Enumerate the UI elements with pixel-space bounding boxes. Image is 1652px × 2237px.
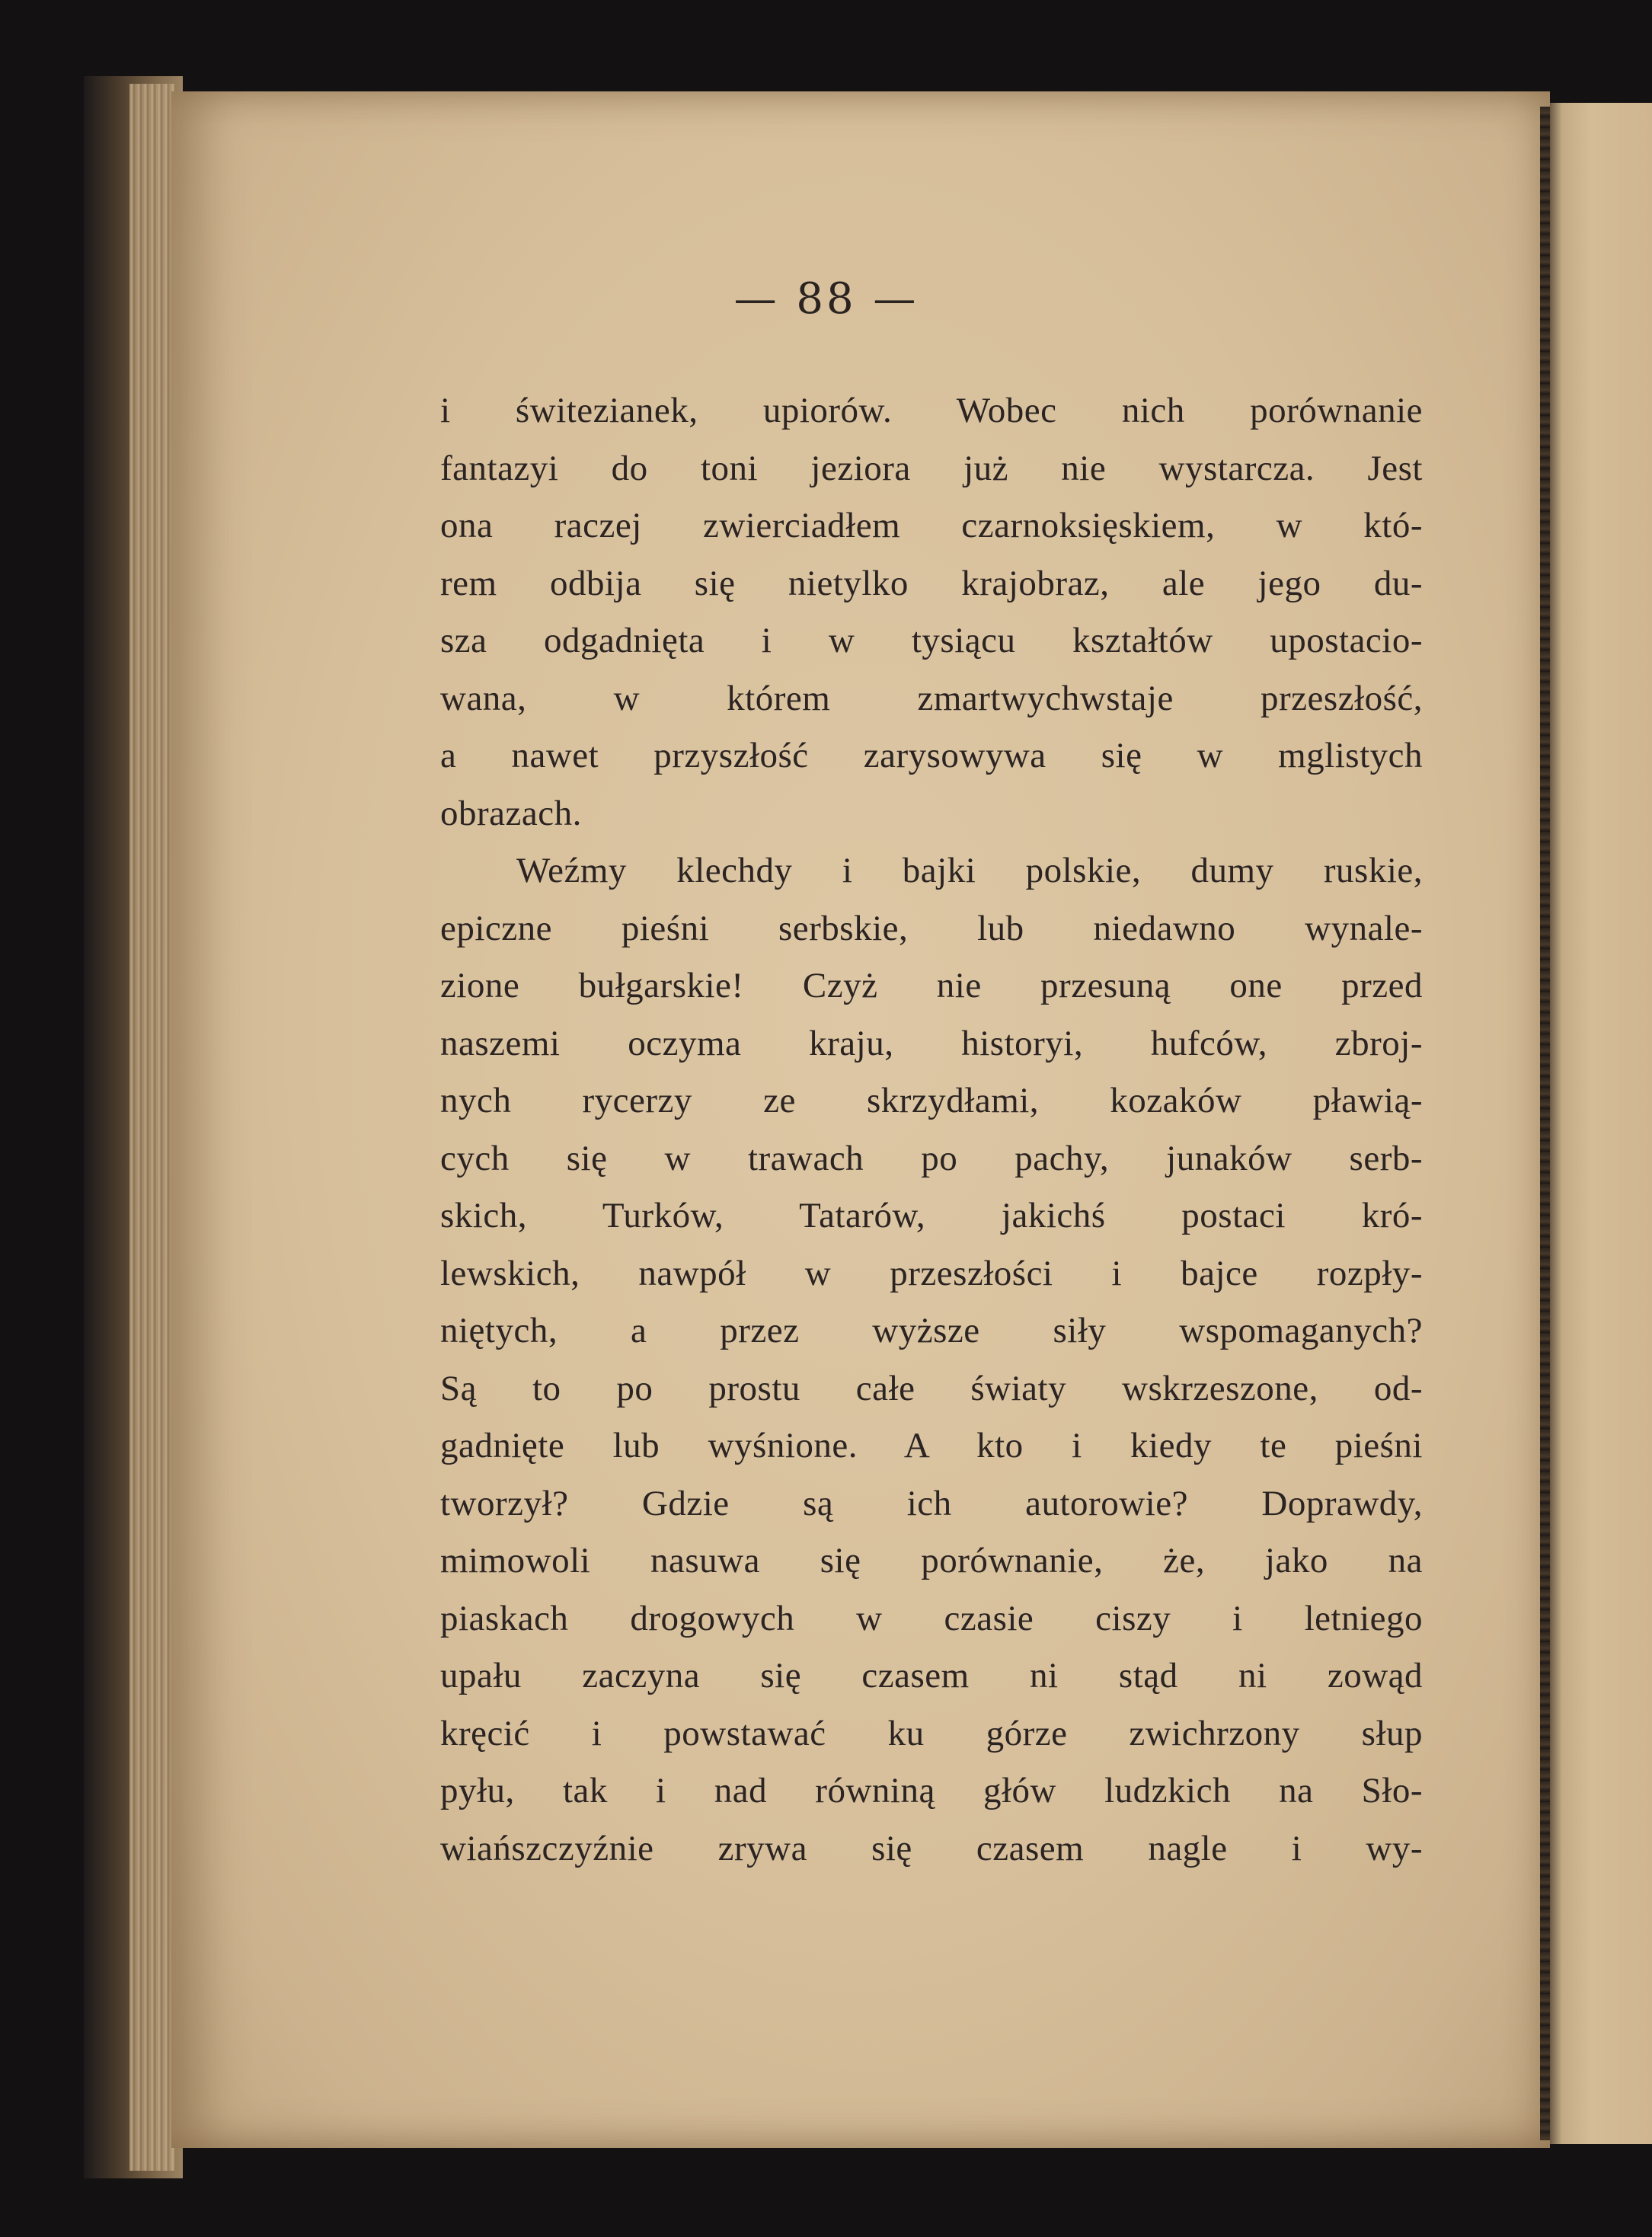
text-line: skich, Turków, Tatarów, jakichś postaci kró- [440, 1196, 1423, 1235]
next-page [1550, 103, 1652, 2144]
text-line: pyłu, tak i nad równiną głów ludzkich na Sło- [440, 1771, 1423, 1810]
text-line: obrazach. [440, 793, 582, 833]
text-line: a nawet przyszłość zarysowywa się w mglistych [440, 736, 1423, 775]
page-edges [129, 84, 175, 2171]
text-line: kręcić i powstawać ku górze zwichrzony słup [440, 1713, 1423, 1753]
text-line: nych rycerzy ze skrzydłami, kozaków pławią- [440, 1081, 1423, 1120]
text-line: naszemi oczyma kraju, historyi, hufców, zbroj- [440, 1023, 1423, 1063]
page-number: — 88 — [733, 274, 919, 324]
text-line: zione bułgarskie! Czyż nie przesuną one przed [440, 966, 1423, 1005]
text-line: rem odbija się nietylko krajobraz, ale jego du- [440, 563, 1423, 603]
text-line: sza odgadnięta i w tysiącu kształtów upostacio- [440, 621, 1423, 660]
text-line: wana, w którem zmartwychwstaje przeszłość, [440, 678, 1423, 718]
text-line: Weźmy klechdy i bajki polskie, dumy ruskie, [516, 851, 1423, 890]
text-line: niętych, a przez wyższe siły wspomaganych? [440, 1311, 1423, 1350]
body-text [440, 382, 1423, 1877]
text-line: wiańszczyźnie zrywa się czasem nagle i wy- [440, 1828, 1423, 1868]
text-line: ona raczej zwierciadłem czarnoksięskiem, w któ- [440, 506, 1423, 545]
text-line: epiczne pieśni serbskie, lub niedawno wynale- [440, 908, 1423, 948]
text-line: tworzył? Gdzie są ich autorowie? Doprawdy, [440, 1483, 1423, 1523]
text-line: gadnięte lub wyśnione. A kto i kiedy te pieśni [440, 1426, 1423, 1465]
text-line: Są to po prostu całe światy wskrzeszone, od- [440, 1368, 1423, 1408]
text-line: fantazyi do toni jeziora już nie wystarcza. Jest [440, 448, 1423, 488]
text-line: i świtezianek, upiorów. Wobec nich porównanie [440, 391, 1423, 430]
text-line: cych się w trawach po pachy, junaków serb- [440, 1138, 1423, 1178]
text-line: upału zaczyna się czasem ni stąd ni zowąd [440, 1656, 1423, 1695]
text-line: piaskach drogowych w czasie ciszy i letniego [440, 1598, 1423, 1638]
text-line: lewskich, nawpół w przeszłości i bajce rozpły- [440, 1253, 1423, 1293]
text-line: mimowoli nasuwa się porównanie, że, jako na [440, 1541, 1423, 1580]
